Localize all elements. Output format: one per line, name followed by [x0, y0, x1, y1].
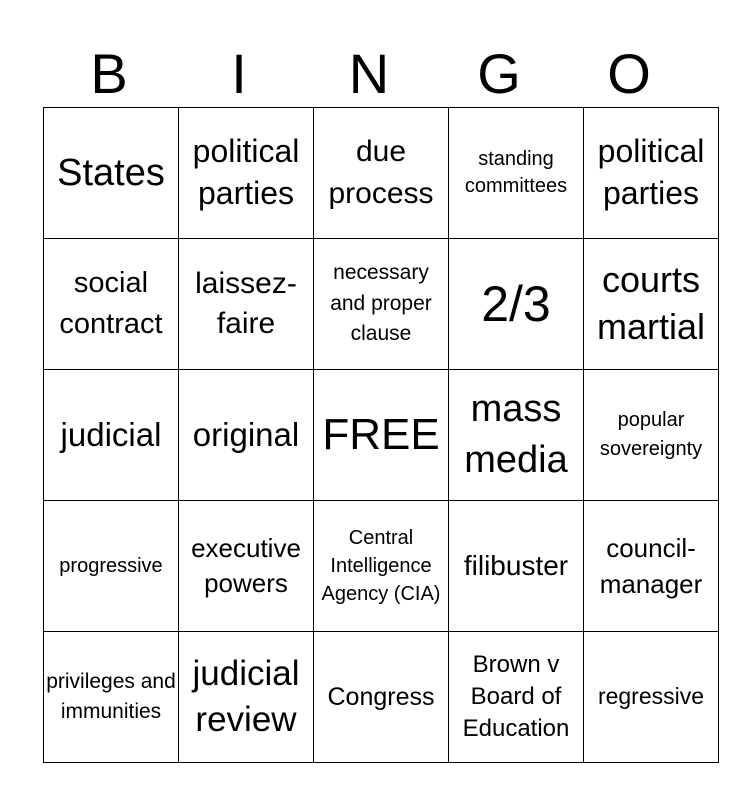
- board-cell: standing committees: [449, 108, 584, 239]
- board-cell: filibuster: [449, 501, 584, 632]
- board-cell: FREE: [314, 370, 449, 501]
- board-row: [44, 501, 719, 632]
- header-letter-o: O: [607, 42, 651, 105]
- board-cell: original: [179, 370, 314, 501]
- bingo-header: [44, 40, 694, 108]
- board-cell: regressive: [584, 632, 719, 763]
- board-cell: judicial review: [179, 632, 314, 763]
- board-cell: mass media: [449, 370, 584, 501]
- board-cell: States: [44, 108, 179, 239]
- board-cell: laissez-faire: [179, 239, 314, 370]
- board-cell: judicial: [44, 370, 179, 501]
- board-cell: Central Intelligence Agency (CIA): [314, 501, 449, 632]
- board-cell: privileges and immunities: [44, 632, 179, 763]
- board-cell: executive powers: [179, 501, 314, 632]
- board-cell: council-manager: [584, 501, 719, 632]
- board-cell: courts martial: [584, 239, 719, 370]
- board-cell: political parties: [584, 108, 719, 239]
- header-letter-i: I: [231, 42, 247, 105]
- board-cell: necessary and proper clause: [314, 239, 449, 370]
- board-row: [44, 632, 719, 763]
- header-letter-b: B: [90, 42, 128, 105]
- board-cell: Congress: [314, 632, 449, 763]
- board-row: [44, 239, 719, 370]
- bingo-board: [43, 107, 719, 763]
- board-row: [44, 108, 719, 239]
- header-letter-g: G: [477, 42, 521, 105]
- board-cell: due process: [314, 108, 449, 239]
- header-letter-n: N: [348, 42, 390, 105]
- board-row: [44, 370, 719, 501]
- board-cell: popular sovereignty: [584, 370, 719, 501]
- board-cell: progressive: [44, 501, 179, 632]
- board-cell: social contract: [44, 239, 179, 370]
- board-cell: 2/3: [449, 239, 584, 370]
- board-cell: political parties: [179, 108, 314, 239]
- board-cell: Brown v Board of Education: [449, 632, 584, 763]
